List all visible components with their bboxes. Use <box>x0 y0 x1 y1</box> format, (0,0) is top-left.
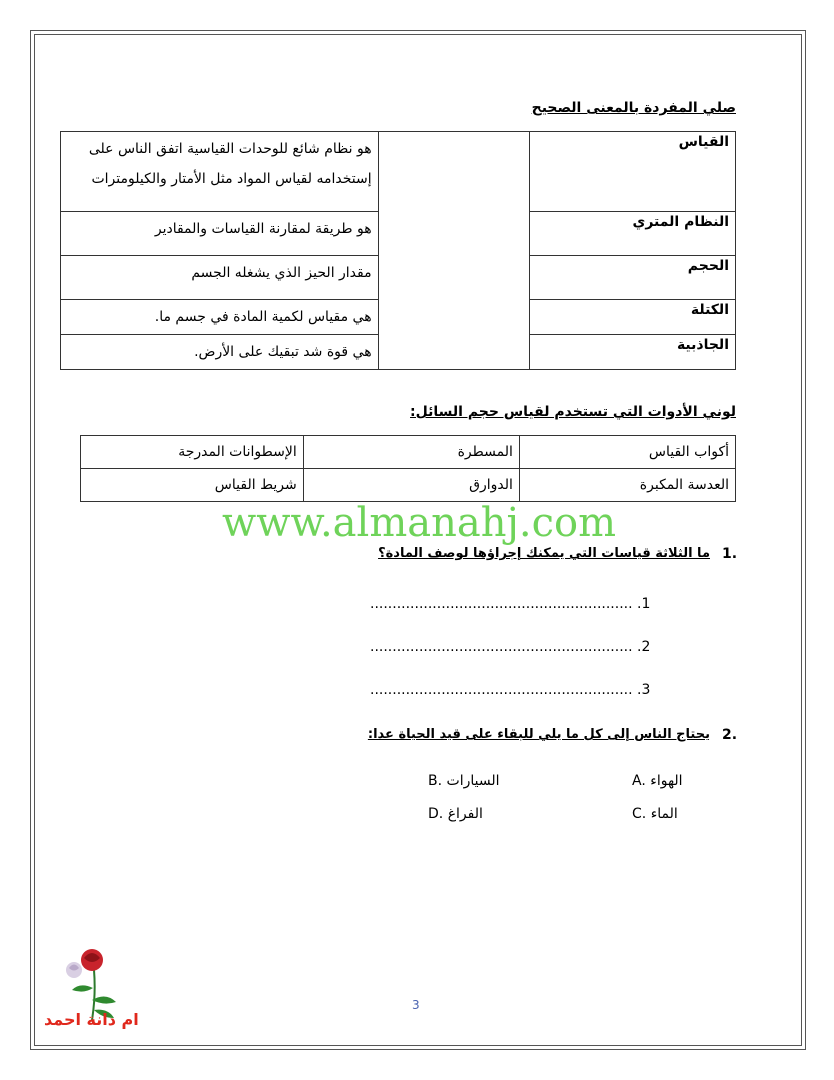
blank-column <box>378 132 530 370</box>
answer-line: ........................................................... .1 <box>370 596 651 612</box>
tool-cell: الدوارق <box>303 469 519 502</box>
question2-number: 2. <box>722 727 738 743</box>
question1-number: 1. <box>722 546 738 562</box>
section1-title: صلي المفردة بالمعنى الصحيح <box>531 100 736 116</box>
tools-table <box>80 435 736 502</box>
term-cell: النظام المتري <box>530 212 736 256</box>
term-cell: الجاذبية <box>530 335 736 370</box>
question2-text: يحتاج الناس إلى كل ما يلي للبقاء على قيد الحياة عدا: <box>367 727 710 742</box>
answer-line: ........................................................... .3 <box>370 682 651 698</box>
option-a: A. الهواء <box>632 773 683 789</box>
option-d: D. الفراغ <box>428 806 483 822</box>
definition-cell: مقدار الحيز الذي يشغله الجسم <box>61 256 379 300</box>
matching-table <box>60 131 736 370</box>
table-row <box>81 469 736 502</box>
definition-cell: هو نظام شائع للوحدات القياسية اتفق الناس على إستخدامه لقياس المواد مثل الأمتار والكيلومترات <box>61 132 379 212</box>
option-b: B. السيارات <box>428 773 500 789</box>
definition-cell: هي مقياس لكمية المادة في جسم ما. <box>61 300 379 335</box>
tool-cell: أكواب القياس <box>519 436 735 469</box>
watermark: www.almanahj.com <box>222 500 617 546</box>
answer-line: ........................................................... .2 <box>370 639 651 655</box>
definition-cell: هو طريقة لمقارنة القياسات والمقادير <box>61 212 379 256</box>
logo-text: ام دانة احمد <box>44 1010 139 1029</box>
definition-cell: هي قوة شد تبقيك على الأرض. <box>61 335 379 370</box>
question1-text: ما الثلاثة قياسات التي يمكنك إجراؤها لوصف المادة؟ <box>378 546 710 561</box>
tool-cell: الإسطوانات المدرجة <box>81 436 304 469</box>
table-row <box>61 132 736 212</box>
page-number: 3 <box>412 998 420 1012</box>
term-cell: القياس <box>530 132 736 212</box>
tool-cell: العدسة المكبرة <box>519 469 735 502</box>
table-row <box>81 436 736 469</box>
tool-cell: المسطرة <box>303 436 519 469</box>
tool-cell: شريط القياس <box>81 469 304 502</box>
term-cell: الكتلة <box>530 300 736 335</box>
option-c: C. الماء <box>632 806 678 822</box>
term-cell: الحجم <box>530 256 736 300</box>
section2-title: لوني الأدوات التي تستخدم لقياس حجم السائل: <box>410 404 736 420</box>
